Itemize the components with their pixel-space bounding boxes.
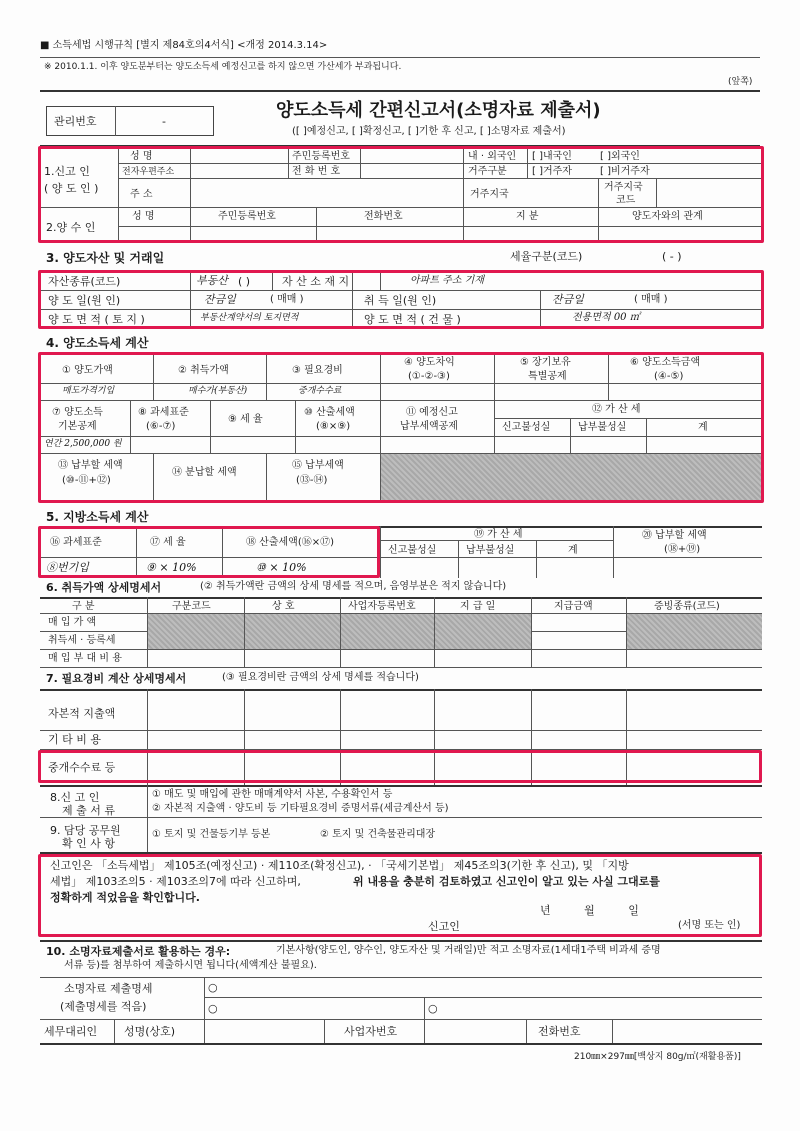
- local-tax-base-label: ⑯ 과세표준: [50, 537, 102, 548]
- local-tax-base-handwritten: ⑧번기입: [46, 561, 89, 574]
- nonresident-checkbox[interactable]: [ ]비거주자: [600, 166, 650, 177]
- col-gain-income: ⑥ 양도소득금액: [630, 357, 701, 368]
- col-paid-tax-formula: (⑬-⑭): [296, 475, 328, 486]
- official-check-item-2: ② 토지 및 건축물관리대장: [320, 829, 436, 840]
- section-4-title: 4. 양도소득세 계산: [46, 336, 149, 350]
- shaded-bizno: [341, 614, 434, 649]
- building-area-label: 양 도 면 적 ( 건 물 ): [364, 313, 461, 326]
- residence-country-code-label-sub: 코드: [616, 195, 636, 206]
- expense-handwritten: 중개수수료: [298, 386, 342, 396]
- acquisition-price-handwritten: 매수가(부동산): [188, 386, 248, 396]
- acquisition-cause: ( 매매 ): [634, 294, 668, 305]
- late-tax-notice: ※ 2010.1.1. 이후 양도분부터는 양도소득세 예정신고를 하지 않으면 가산세가 부과됩니다.: [44, 62, 402, 72]
- col-installment-tax: ⑭ 분납할 세액: [172, 467, 237, 478]
- section-5-title: 5. 지방소득세 계산: [46, 510, 149, 524]
- asset-location-label: 자 산 소 재 지: [282, 275, 350, 288]
- highlight-tax-calc: [38, 352, 764, 503]
- tax-rate-code-label: 세율구분(코드): [510, 250, 583, 263]
- filer-rrn-label: 주민등록번호: [292, 151, 350, 162]
- acq-col-category: 구 분: [72, 601, 95, 612]
- acq-col-company: 상 호: [272, 601, 295, 612]
- col-tax-base: ⑧ 과세표준: [138, 407, 189, 418]
- email-label: 전자우편주소: [122, 167, 175, 177]
- highlight-asset: [38, 270, 764, 329]
- col-necessary-expense: ③ 필요경비: [292, 365, 343, 376]
- col-tax-payable-formula: (⑩-⑪+⑫): [62, 475, 111, 486]
- col-computed-tax: ⑩ 산출세액: [304, 407, 355, 418]
- acq-col-date: 지 급 일: [460, 601, 496, 612]
- asset-type-code: ( ): [238, 275, 251, 288]
- section-7-title: 7. 필요경비 계산 상세명세서: [46, 672, 187, 685]
- official-check-label: 9. 담당 공무원: [50, 824, 121, 837]
- acq-row-incidental: 매 입 부 대 비 용: [48, 653, 122, 664]
- residence-country-code-label: 거주지국: [604, 182, 643, 193]
- acquisition-date-handwritten: 잔금일: [552, 293, 584, 306]
- acq-col-bizno: 사업자등록번호: [348, 601, 416, 612]
- sale-date-label: 양 도 일(원 인): [48, 294, 121, 307]
- shaded-proof: [627, 614, 762, 649]
- asset-type-handwritten: 부동산: [196, 274, 228, 287]
- col-paid-tax: ⑮ 납부세액: [292, 460, 344, 471]
- col-capital-gain-formula: (①-②-③): [408, 371, 450, 382]
- acq-row-tax: 취득세 · 등록세: [48, 635, 116, 646]
- section-7-note: (③ 필요경비란 금액의 상세 명세를 적습니다): [222, 672, 419, 683]
- section-6-title: 6. 취득가액 상세명세서: [46, 581, 162, 594]
- col-computed-tax-formula: (⑧×⑨): [316, 421, 351, 432]
- col-tax-payable: ⑬ 납부할 세액: [58, 460, 123, 471]
- tax-agent-name-label: 성명(상호): [124, 1025, 176, 1038]
- basic-deduction-handwritten: 연간 2,500,000 원: [44, 439, 122, 449]
- local-computed-tax-label: ⑱ 산출세액(⑯×⑰): [246, 537, 335, 548]
- evidence-item-circle-1[interactable]: ○: [208, 981, 218, 994]
- local-tax-rate-label: ⑰ 세 율: [150, 537, 186, 548]
- buyer-name-label: 성 명: [132, 211, 155, 222]
- tax-agent-biz-label: 사업자번호: [344, 1025, 398, 1038]
- acq-row-purchase: 매 입 가 액: [48, 617, 97, 628]
- buyer-relation-label: 양도자와의 관계: [632, 211, 703, 222]
- tax-agent-phone-label: 전화번호: [538, 1025, 581, 1038]
- building-area-handwritten: 전용면적 00 ㎡: [572, 312, 640, 323]
- document-item-2: ② 자본적 지출액 · 양도비 등 기타필요경비 증명서류(세금계산서 등): [152, 803, 449, 814]
- section-10-desc-2: 서류 등)를 첨부하여 제출하시면 됩니다(세액계산 불필요).: [64, 960, 317, 971]
- filer-documents-label: 8.신 고 인: [50, 791, 100, 804]
- buyer-phone-label: 전화번호: [364, 211, 403, 222]
- highlight-brokerage-fee: [38, 750, 762, 783]
- sale-cause: ( 매매 ): [270, 294, 304, 305]
- document-item-1: ① 매도 및 매입에 관한 매매계약서 사본, 수용확인서 등: [152, 789, 393, 800]
- buyer-share-label: 지 분: [516, 211, 539, 222]
- evidence-item-circle-3[interactable]: ○: [428, 1002, 438, 1015]
- col-tax-rate: ⑨ 세 율: [228, 414, 263, 425]
- nationality-domestic-checkbox[interactable]: [ ]내국인: [532, 151, 572, 162]
- nationality-label: 내 · 외국인: [468, 151, 517, 162]
- local-computed-tax-handwritten: ⑩ × 10%: [256, 561, 307, 574]
- local-penalty-total: 계: [568, 545, 578, 556]
- tax-rate-code-value: ( - ): [662, 250, 682, 263]
- col-prelim-credit-sub: 납부세액공제: [400, 421, 458, 432]
- sale-price-handwritten: 매도가격기입: [62, 386, 115, 396]
- filer-documents-label-sub: 제 출 서 류: [62, 804, 115, 817]
- col-prelim-credit: ⑪ 예정신고: [406, 407, 458, 418]
- phone-label: 전 화 번 호: [292, 166, 341, 177]
- col-basic-deduction-sub: 기본공제: [58, 421, 97, 432]
- shaded-code: [148, 614, 244, 649]
- buyer-label: 2.양 수 인: [46, 221, 96, 234]
- land-area-label: 양 도 면 적 ( 토 지 ): [48, 313, 145, 326]
- declaration-line-1: 신고인은 「소득세법」 제105조(예정신고) · 제110조(확정신고), · 「국세기본법」 제45조의3(기한 후 신고), 및 「지방: [50, 859, 629, 872]
- local-tax-payable-label: ⑳ 납부할 세액: [642, 530, 707, 541]
- col-penalty-total: 계: [698, 422, 708, 433]
- section-10-desc-1: 기본사항(양도인, 양수인, 양도자산 및 거래일)만 적고 소명자료(1세대1주택 비과세 증명: [276, 945, 661, 956]
- buyer-rrn-label: 주민등록번호: [218, 211, 276, 222]
- form-subtitle: ([ ]예정신고, [ ]확정신고, [ ]기한 후 신고, [ ]소명자료 제출서): [292, 126, 566, 137]
- tax-agent-label: 세무대리인: [44, 1025, 98, 1038]
- col-penalty-tax: ⑫ 가 산 세: [592, 404, 641, 415]
- resident-checkbox[interactable]: [ ]거주자: [532, 166, 572, 177]
- land-area-handwritten: 부동산계약서의 토지면적: [200, 313, 299, 323]
- section-3-title: 3. 양도자산 및 거래일: [46, 251, 165, 265]
- col-penalty-report: 신고불성실: [502, 422, 551, 433]
- address-label: 주 소: [130, 189, 153, 200]
- col-tax-base-formula: (⑥-⑦): [146, 421, 176, 432]
- declaration-date: 년 월 일: [540, 904, 639, 917]
- col-long-term-deduction-sub: 특별공제: [528, 371, 567, 382]
- expense-row-other: 기 타 비 용: [48, 733, 101, 746]
- page-side: (앞쪽): [728, 77, 753, 87]
- filer-label-sub: ( 양 도 인 ): [44, 182, 99, 195]
- residency-label: 거주구분: [468, 166, 507, 177]
- highlight-filer-buyer: [38, 146, 764, 243]
- paper-spec-footer: 210㎜×297㎜[백상지 80g/㎡(재활용품)]: [574, 1052, 741, 1062]
- official-check-item-1: ① 토지 및 건물등기부 등본: [152, 829, 271, 840]
- col-long-term-deduction: ⑤ 장기보유: [520, 357, 571, 368]
- highlight-declaration: [38, 854, 762, 937]
- evidence-item-circle-2[interactable]: ○: [208, 1002, 218, 1015]
- asset-type-label: 자산종류(코드): [48, 275, 121, 288]
- col-penalty-payment: 납부불성실: [578, 422, 627, 433]
- highlight-local-tax: [38, 526, 380, 578]
- form-title: 양도소득세 간편신고서(소명자료 제출서): [276, 100, 601, 121]
- shaded-date: [435, 614, 531, 649]
- col-gain-income-formula: (④-⑤): [654, 371, 684, 382]
- local-penalty-report: 신고불성실: [388, 545, 437, 556]
- col-capital-gain: ④ 양도차익: [404, 357, 455, 368]
- local-penalty-label: ⑲ 가 산 세: [474, 529, 523, 540]
- filer-name-label: 성 명: [130, 151, 153, 162]
- form-rule-reference: ■ 소득세법 시행규칙 [별지 제84호의4서식] <개정 2014.3.14>: [40, 40, 328, 51]
- declaration-line-2b: 위 내용을 충분히 검토하였고 신고인이 알고 있는 사실 그대로를: [353, 875, 660, 888]
- filer-label: 1.신고 인: [44, 165, 90, 178]
- col-acquisition-price: ② 취득가액: [178, 365, 229, 376]
- local-tax-rate-handwritten: ⑨ × 10%: [146, 561, 197, 574]
- section-6-note: (② 취득가액란 금액의 상세 명세를 적으며, 음영부분은 적지 않습니다): [200, 581, 507, 592]
- declaration-signature[interactable]: (서명 또는 인): [678, 920, 741, 931]
- acq-col-amount: 지급금액: [554, 601, 593, 612]
- col-basic-deduction: ⑦ 양도소득: [52, 407, 103, 418]
- local-tax-payable-formula: (⑱+⑲): [664, 544, 701, 555]
- declaration-signer: 신고인: [428, 920, 460, 933]
- acquisition-date-label: 취 득 일(원 인): [364, 294, 437, 307]
- expense-row-capital: 자본적 지출액: [48, 707, 116, 720]
- evidence-label-sub: (제출명세를 적음): [60, 1000, 147, 1013]
- nationality-foreign-checkbox[interactable]: [ ]외국인: [600, 151, 640, 162]
- acq-col-code: 구분코드: [172, 601, 211, 612]
- evidence-label: 소명자료 제출명세: [64, 982, 153, 995]
- management-number-label: 관리번호: [54, 115, 97, 128]
- local-penalty-payment: 납부불성실: [466, 545, 515, 556]
- shaded-company: [245, 614, 340, 649]
- asset-location-handwritten: 아파트 주소 기재: [410, 275, 484, 286]
- expense-row-brokerage: 중개수수료 등: [48, 761, 116, 774]
- residence-country-label: 거주지국: [470, 189, 509, 200]
- col-sale-price: ① 양도가액: [62, 365, 113, 376]
- official-check-label-sub: 확 인 사 항: [62, 837, 115, 850]
- section-10-title: 10. 소명자료제출서로 활용하는 경우:: [46, 945, 231, 958]
- acq-col-proof: 증빙종류(코드): [654, 601, 720, 612]
- declaration-line-2a: 세법」 제103조의5 · 제103조의7에 따라 신고하며,: [50, 875, 301, 888]
- declaration-line-3: 정확하게 적었음을 확인합니다.: [50, 891, 200, 904]
- management-number-value: -: [162, 115, 166, 128]
- sale-date-handwritten: 잔금일: [204, 293, 236, 306]
